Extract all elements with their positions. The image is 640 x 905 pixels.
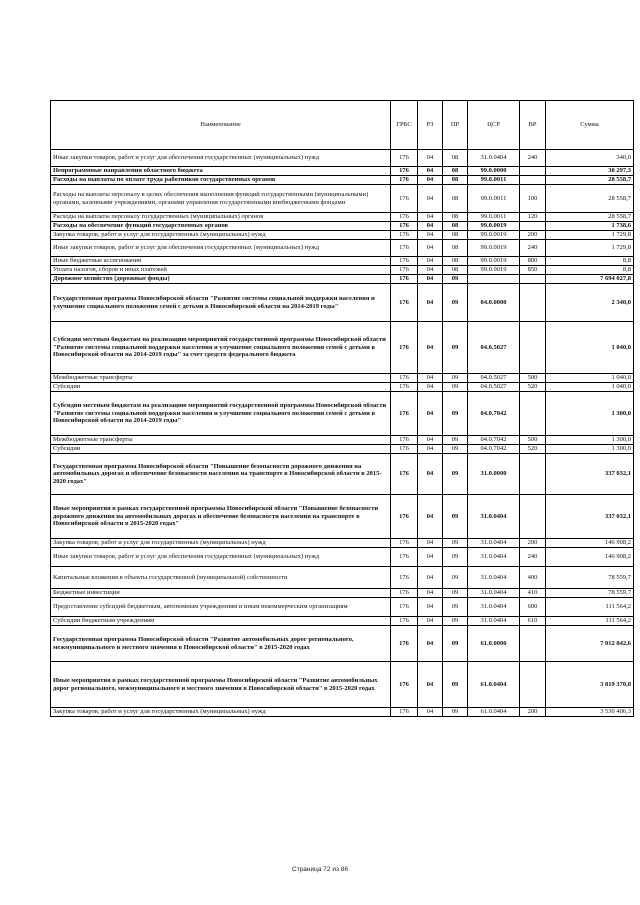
row-csr-cell: 99.0.0011 <box>468 185 520 213</box>
row-csr-cell: 04.0.7042 <box>468 392 520 436</box>
table-row <box>51 626 634 662</box>
row-rz-cell: 04 <box>418 231 443 240</box>
row-name-cell: Государственная программа Новосибирской области "Повышение безопасности дорожного движения на автомобильных дорогах и обеспечение безопасности населения на транспорте в Новосибирской области в 2015-2020 годах" <box>51 454 391 495</box>
table-row <box>51 495 634 539</box>
row-sum-cell: 337 032,1 <box>546 495 634 539</box>
row-sum-cell: 1 729,8 <box>546 231 634 240</box>
row-csr-cell: 31.0.0404 <box>468 150 520 167</box>
row-pr-cell: 09 <box>443 454 468 495</box>
row-csr-cell: 31.0.0404 <box>468 617 520 626</box>
row-rz-cell: 04 <box>418 150 443 167</box>
row-vr-cell: 500 <box>520 436 546 445</box>
row-grbs-cell: 176 <box>391 598 418 617</box>
row-pr-cell: 09 <box>443 662 468 708</box>
row-sum-cell: 30 297,3 <box>546 167 634 176</box>
row-pr-cell: 08 <box>443 150 468 167</box>
row-rz-cell: 04 <box>418 222 443 231</box>
row-name-cell: Субсидии местным бюджетам на реализацию мероприятий государственной программы Новосибирской области "Развитие системы социальной поддержки населения и улучшение социального положения семей с детьми в Новосибирской области на 2014-2019 годы" <box>51 392 391 436</box>
row-pr-cell: 09 <box>443 626 468 662</box>
row-name-cell: Закупка товаров, работ и услуг для государственных (муниципальных) нужд <box>51 539 391 548</box>
row-vr-cell: 520 <box>520 445 546 454</box>
row-vr-cell <box>520 284 546 322</box>
row-rz-cell: 04 <box>418 445 443 454</box>
row-grbs-cell: 176 <box>391 436 418 445</box>
row-pr-cell: 09 <box>443 495 468 539</box>
row-grbs-cell: 176 <box>391 150 418 167</box>
row-vr-cell: 240 <box>520 240 546 257</box>
row-sum-cell: 78 559,7 <box>546 589 634 598</box>
row-name-cell: Дорожное хозяйство (дорожные фонды) <box>51 275 391 284</box>
row-vr-cell <box>520 222 546 231</box>
row-vr-cell <box>520 626 546 662</box>
row-sum-cell: 3 530 406,3 <box>546 708 634 717</box>
table-row <box>51 436 634 445</box>
row-sum-cell: 146 908,2 <box>546 548 634 567</box>
budget-table <box>50 100 634 717</box>
row-sum-cell: 111 564,2 <box>546 598 634 617</box>
row-name-cell: Иные мероприятия в рамках государственной программы Новосибирской области "Повышение безопасности дорожного движения на автомобильных дорогах и обеспечение безопасности населения на транспорте в Новосибирской области в 2015-2020 годах" <box>51 495 391 539</box>
row-pr-cell: 09 <box>443 322 468 374</box>
page-footer: Страница 72 из 86 <box>292 866 348 873</box>
row-rz-cell: 04 <box>418 213 443 222</box>
row-rz-cell: 04 <box>418 176 443 185</box>
row-grbs-cell: 176 <box>391 176 418 185</box>
row-csr-cell: 31.0.0404 <box>468 589 520 598</box>
row-sum-cell: 1 738,6 <box>546 222 634 231</box>
table-row <box>51 662 634 708</box>
row-vr-cell: 200 <box>520 708 546 717</box>
row-grbs-cell: 176 <box>391 662 418 708</box>
table-row <box>51 231 634 240</box>
row-name-cell: Межбюджетные трансферты <box>51 436 391 445</box>
row-pr-cell: 08 <box>443 231 468 240</box>
row-vr-cell <box>520 322 546 374</box>
row-csr-cell: 99.0.0000 <box>468 167 520 176</box>
row-name-cell: Закупка товаров, работ и услуг для государственных (муниципальных) нужд <box>51 231 391 240</box>
row-grbs-cell: 176 <box>391 495 418 539</box>
row-pr-cell: 09 <box>443 539 468 548</box>
row-name-cell: Иные закупки товаров, работ и услуг для обеспечения государственных (муниципальных) нужд <box>51 548 391 567</box>
row-vr-cell: 120 <box>520 213 546 222</box>
row-grbs-cell: 176 <box>391 708 418 717</box>
row-grbs-cell: 176 <box>391 185 418 213</box>
row-rz-cell: 04 <box>418 567 443 589</box>
row-grbs-cell: 176 <box>391 257 418 266</box>
row-csr-cell: 99.0.0019 <box>468 222 520 231</box>
row-pr-cell: 08 <box>443 213 468 222</box>
row-grbs-cell: 176 <box>391 567 418 589</box>
row-pr-cell: 08 <box>443 266 468 275</box>
row-sum-cell: 7 694 027,8 <box>546 275 634 284</box>
row-pr-cell: 09 <box>443 567 468 589</box>
row-rz-cell: 04 <box>418 708 443 717</box>
row-csr-cell: 31.0.0000 <box>468 454 520 495</box>
row-sum-cell: 1 300,0 <box>546 392 634 436</box>
table-row <box>51 617 634 626</box>
table-row <box>51 150 634 167</box>
header-vr: ВР <box>520 101 546 150</box>
row-vr-cell <box>520 495 546 539</box>
table-row <box>51 222 634 231</box>
row-csr-cell: 31.0.0404 <box>468 539 520 548</box>
table-row <box>51 548 634 567</box>
row-name-cell: Государственная программа Новосибирской области "Развитие системы социальной поддержки населения и улучшение социального положения семей с детьми в Новосибирской области на 2014-2019 годы" <box>51 284 391 322</box>
row-csr-cell <box>468 275 520 284</box>
row-pr-cell: 09 <box>443 708 468 717</box>
row-rz-cell: 04 <box>418 539 443 548</box>
row-sum-cell: 78 559,7 <box>546 567 634 589</box>
row-csr-cell: 04.0.7042 <box>468 436 520 445</box>
row-csr-cell: 99.0.0011 <box>468 176 520 185</box>
table-row <box>51 374 634 383</box>
row-rz-cell: 04 <box>418 322 443 374</box>
row-pr-cell: 09 <box>443 617 468 626</box>
row-sum-cell: 1 040,0 <box>546 383 634 392</box>
table-row <box>51 213 634 222</box>
row-vr-cell: 100 <box>520 185 546 213</box>
row-name-cell: Закупка товаров, работ и услуг для государственных (муниципальных) нужд <box>51 708 391 717</box>
row-grbs-cell: 176 <box>391 548 418 567</box>
row-csr-cell: 04.0.7042 <box>468 445 520 454</box>
row-grbs-cell: 176 <box>391 266 418 275</box>
table-row <box>51 454 634 495</box>
row-csr-cell: 99.0.0019 <box>468 266 520 275</box>
row-pr-cell: 09 <box>443 445 468 454</box>
row-sum-cell: 7 012 842,6 <box>546 626 634 662</box>
row-vr-cell <box>520 392 546 436</box>
row-sum-cell: 1 300,0 <box>546 445 634 454</box>
row-pr-cell: 09 <box>443 284 468 322</box>
row-vr-cell: 500 <box>520 374 546 383</box>
row-vr-cell: 410 <box>520 589 546 598</box>
row-rz-cell: 04 <box>418 495 443 539</box>
row-rz-cell: 04 <box>418 617 443 626</box>
row-rz-cell: 04 <box>418 383 443 392</box>
table-row <box>51 589 634 598</box>
row-name-cell: Субсидии <box>51 383 391 392</box>
header-rz: РЗ <box>418 101 443 150</box>
row-csr-cell: 61.0.0404 <box>468 662 520 708</box>
row-rz-cell: 04 <box>418 626 443 662</box>
table-row <box>51 240 634 257</box>
table-row <box>51 567 634 589</box>
row-grbs-cell: 176 <box>391 322 418 374</box>
row-rz-cell: 04 <box>418 436 443 445</box>
row-rz-cell: 04 <box>418 284 443 322</box>
row-vr-cell: 240 <box>520 150 546 167</box>
row-grbs-cell: 176 <box>391 213 418 222</box>
row-sum-cell: 1 040,0 <box>546 374 634 383</box>
row-grbs-cell: 176 <box>391 284 418 322</box>
table-row <box>51 275 634 284</box>
row-name-cell: Субсидии бюджетным учреждениям <box>51 617 391 626</box>
row-grbs-cell: 176 <box>391 445 418 454</box>
row-sum-cell: 1 729,8 <box>546 240 634 257</box>
row-name-cell: Субсидия местным бюджетам на реализацию мероприятий государственной программы Новосибирской области "Развитие системы социальной поддержки населения и улучшение социального положения семей с детьми в Новосибирской области на 2014-2019 годы" за счет средств федерального бюджета <box>51 322 391 374</box>
row-sum-cell: 2 340,0 <box>546 284 634 322</box>
row-csr-cell: 04.0.5027 <box>468 374 520 383</box>
row-name-cell: Уплата налогов, сборов и иных платежей <box>51 266 391 275</box>
table-row <box>51 383 634 392</box>
row-sum-cell: 337 032,1 <box>546 454 634 495</box>
row-pr-cell: 08 <box>443 185 468 213</box>
row-name-cell: Межбюджетные трансферты <box>51 374 391 383</box>
row-sum-cell: 8,8 <box>546 257 634 266</box>
row-pr-cell: 09 <box>443 383 468 392</box>
row-rz-cell: 04 <box>418 662 443 708</box>
header-sum: Сумма <box>546 101 634 150</box>
row-grbs-cell: 176 <box>391 222 418 231</box>
row-grbs-cell: 176 <box>391 167 418 176</box>
row-sum-cell: 28 558,7 <box>546 185 634 213</box>
row-csr-cell: 04.0.5027 <box>468 383 520 392</box>
table-row <box>51 445 634 454</box>
row-vr-cell <box>520 275 546 284</box>
row-csr-cell: 04.0.0000 <box>468 284 520 322</box>
row-rz-cell: 04 <box>418 392 443 436</box>
row-vr-cell: 800 <box>520 257 546 266</box>
row-vr-cell: 200 <box>520 539 546 548</box>
row-rz-cell: 04 <box>418 548 443 567</box>
table-row <box>51 257 634 266</box>
row-vr-cell: 240 <box>520 548 546 567</box>
row-vr-cell: 850 <box>520 266 546 275</box>
row-csr-cell: 99.0.0019 <box>468 231 520 240</box>
row-sum-cell: 8,8 <box>546 266 634 275</box>
row-csr-cell: 61.0.0404 <box>468 708 520 717</box>
table-row <box>51 539 634 548</box>
row-vr-cell <box>520 454 546 495</box>
row-name-cell: Расходы на выплаты по оплате труда работников государственных органов <box>51 176 391 185</box>
row-vr-cell: 200 <box>520 231 546 240</box>
row-grbs-cell: 176 <box>391 454 418 495</box>
table-row <box>51 392 634 436</box>
table-row <box>51 708 634 717</box>
row-rz-cell: 04 <box>418 266 443 275</box>
row-rz-cell: 04 <box>418 185 443 213</box>
table-row <box>51 176 634 185</box>
row-csr-cell: 99.0.0019 <box>468 257 520 266</box>
row-csr-cell: 31.0.0404 <box>468 548 520 567</box>
row-csr-cell: 31.0.0404 <box>468 567 520 589</box>
row-csr-cell: 61.0.0000 <box>468 626 520 662</box>
row-rz-cell: 04 <box>418 374 443 383</box>
row-name-cell: Непрограммные направления областного бюджета <box>51 167 391 176</box>
row-grbs-cell: 176 <box>391 617 418 626</box>
row-name-cell: Государственная программа Новосибирской области "Развитие автомобильных дорог регионального, межмуниципального и местного значения в Новосибирской области" в 2015-2020 годах <box>51 626 391 662</box>
row-grbs-cell: 176 <box>391 539 418 548</box>
row-sum-cell: 1 300,0 <box>546 436 634 445</box>
header-grbs: ГРБС <box>391 101 418 150</box>
table-row <box>51 266 634 275</box>
row-pr-cell: 09 <box>443 589 468 598</box>
row-grbs-cell: 176 <box>391 374 418 383</box>
table-row <box>51 185 634 213</box>
table-row <box>51 284 634 322</box>
row-rz-cell: 04 <box>418 240 443 257</box>
row-sum-cell: 28 558,7 <box>546 176 634 185</box>
row-name-cell: Бюджетные инвестиции <box>51 589 391 598</box>
row-csr-cell: 04.0.5027 <box>468 322 520 374</box>
header-pr: ПР <box>443 101 468 150</box>
row-name-cell: Расходы на выплаты персоналу государственных (муниципальных) органов <box>51 213 391 222</box>
row-pr-cell: 08 <box>443 222 468 231</box>
row-grbs-cell: 176 <box>391 626 418 662</box>
header-csr: ЦСР <box>468 101 520 150</box>
row-name-cell: Иные мероприятия в рамках государственной программы Новосибирской области "Развитие автомобильных дорог регионального, межмуниципального и местного значения в Новосибирской области" в 2015-2020 годах <box>51 662 391 708</box>
row-grbs-cell: 176 <box>391 383 418 392</box>
row-rz-cell: 04 <box>418 257 443 266</box>
row-rz-cell: 04 <box>418 167 443 176</box>
row-csr-cell: 31.0.0404 <box>468 598 520 617</box>
row-sum-cell: 111 564,2 <box>546 617 634 626</box>
row-grbs-cell: 176 <box>391 231 418 240</box>
row-name-cell: Капитальные вложения в объекты государственной (муниципальной) собственности <box>51 567 391 589</box>
row-pr-cell: 09 <box>443 392 468 436</box>
row-name-cell: Иные закупки товаров, работ и услуг для обеспечения государственных (муниципальных) нужд <box>51 150 391 167</box>
row-sum-cell: 28 558,7 <box>546 213 634 222</box>
row-name-cell: Расходы на выплаты персоналу в целях обеспечения выполнения функций государственными (муниципальными) органами, казенными учреждениями, органами управления государственными внебюджетными фондами <box>51 185 391 213</box>
row-grbs-cell: 176 <box>391 240 418 257</box>
row-pr-cell: 08 <box>443 176 468 185</box>
row-sum-cell: 340,0 <box>546 150 634 167</box>
row-pr-cell: 09 <box>443 548 468 567</box>
row-vr-cell: 400 <box>520 567 546 589</box>
table-row <box>51 598 634 617</box>
row-vr-cell: 600 <box>520 598 546 617</box>
row-pr-cell: 09 <box>443 598 468 617</box>
row-rz-cell: 04 <box>418 275 443 284</box>
row-sum-cell: 146 908,2 <box>546 539 634 548</box>
row-grbs-cell: 176 <box>391 589 418 598</box>
row-pr-cell: 09 <box>443 275 468 284</box>
table-row <box>51 167 634 176</box>
row-pr-cell: 08 <box>443 240 468 257</box>
row-vr-cell <box>520 167 546 176</box>
row-name-cell: Субсидии <box>51 445 391 454</box>
row-vr-cell <box>520 176 546 185</box>
row-pr-cell: 09 <box>443 374 468 383</box>
row-name-cell: Иные бюджетные ассигнования <box>51 257 391 266</box>
row-vr-cell: 520 <box>520 383 546 392</box>
row-rz-cell: 04 <box>418 454 443 495</box>
row-grbs-cell: 176 <box>391 275 418 284</box>
row-csr-cell: 99.0.0011 <box>468 213 520 222</box>
row-vr-cell <box>520 662 546 708</box>
row-name-cell: Расходы на обеспечение функций государственных органов <box>51 222 391 231</box>
row-name-cell: Иные закупки товаров, работ и услуг для обеспечения государственных (муниципальных) нужд <box>51 240 391 257</box>
row-csr-cell: 31.0.0404 <box>468 495 520 539</box>
row-pr-cell: 08 <box>443 167 468 176</box>
header-name: Наименование <box>51 101 391 150</box>
row-sum-cell: 3 819 370,8 <box>546 662 634 708</box>
row-pr-cell: 09 <box>443 436 468 445</box>
table-header-row <box>51 101 634 150</box>
row-csr-cell: 99.0.0019 <box>468 240 520 257</box>
row-grbs-cell: 176 <box>391 392 418 436</box>
row-name-cell: Предоставление субсидий бюджетным, автономным учреждениям и иным некоммерческим организациям <box>51 598 391 617</box>
row-rz-cell: 04 <box>418 589 443 598</box>
table-row <box>51 322 634 374</box>
row-pr-cell: 08 <box>443 257 468 266</box>
row-sum-cell: 1 040,0 <box>546 322 634 374</box>
row-vr-cell: 610 <box>520 617 546 626</box>
row-rz-cell: 04 <box>418 598 443 617</box>
